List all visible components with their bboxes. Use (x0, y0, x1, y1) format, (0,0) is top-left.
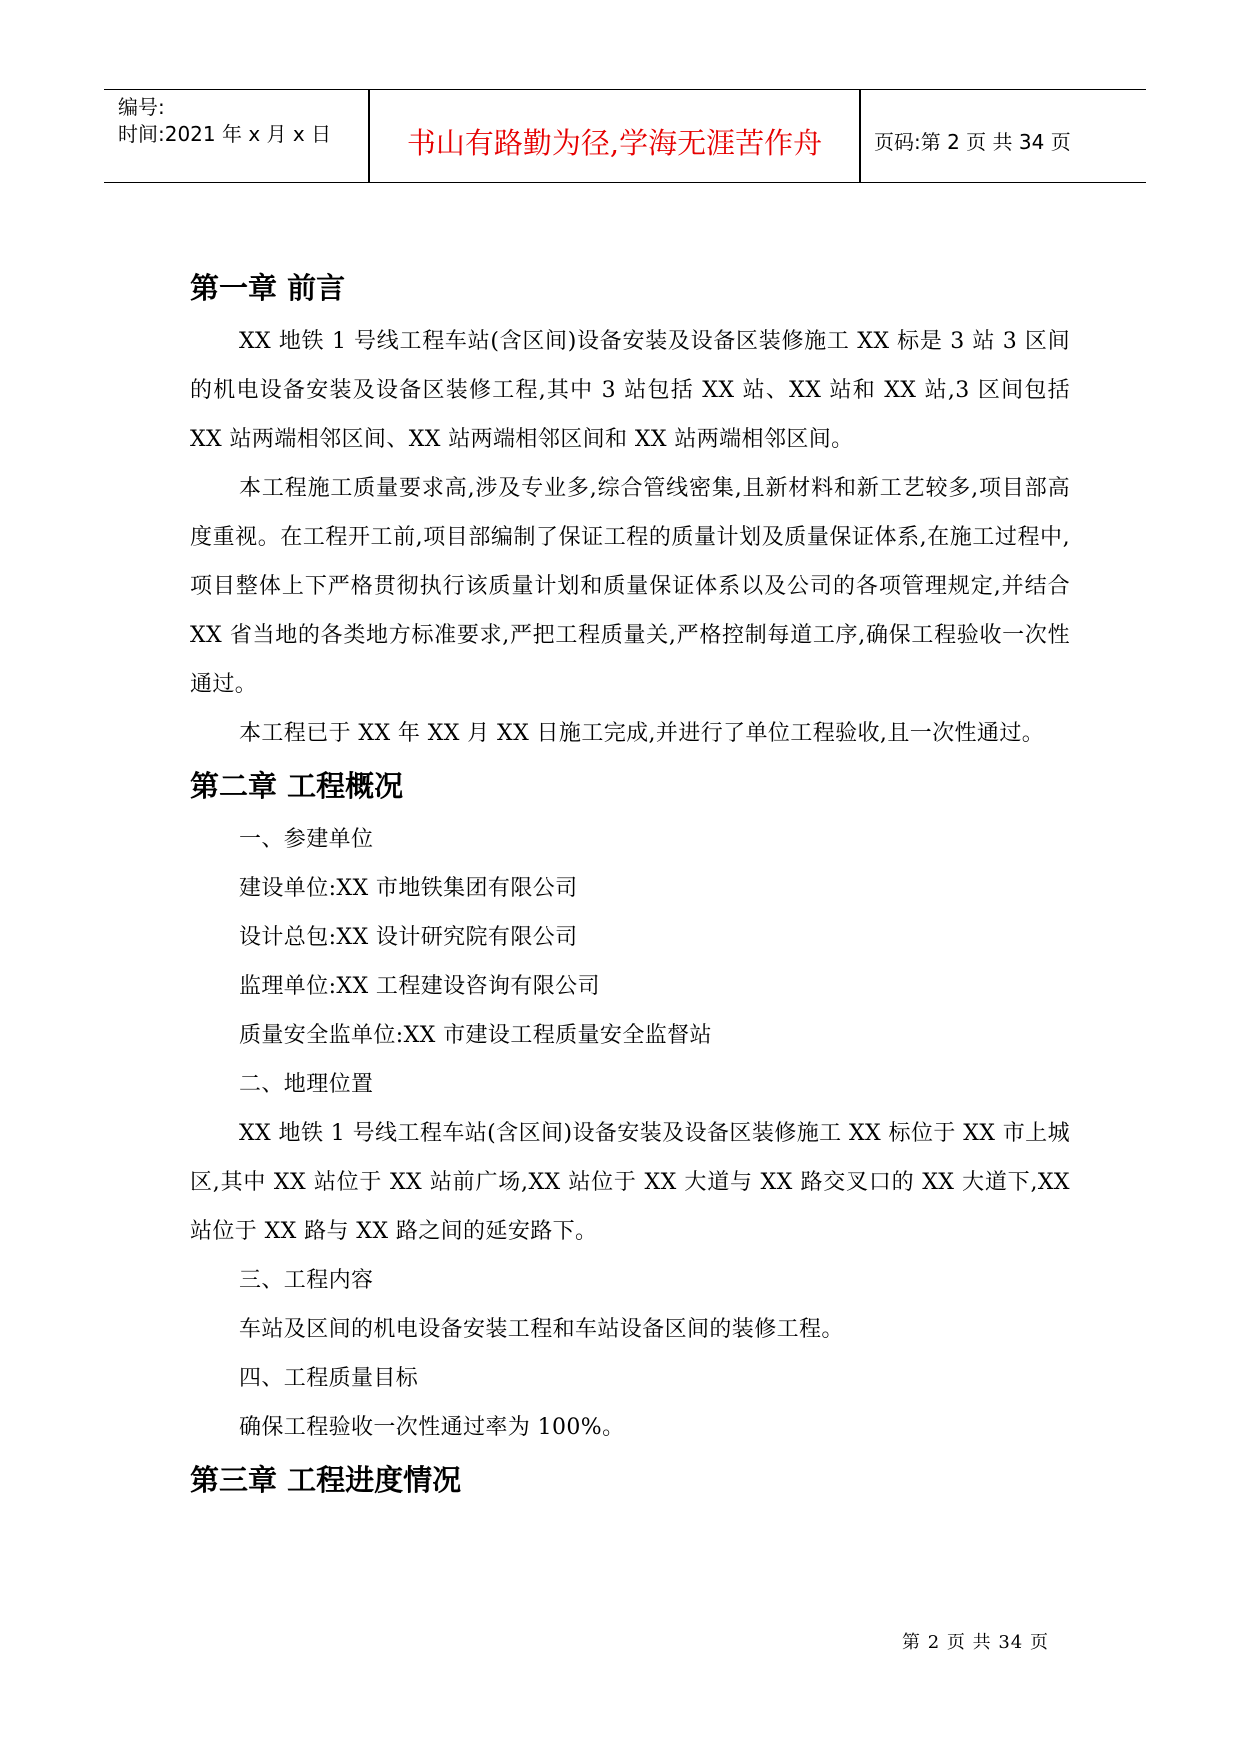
header-motto: 书山有路勤为径,学海无涯苦作舟 (406, 125, 823, 160)
section-3-heading: 三、工程内容 (239, 1268, 374, 1293)
chapter-2-title: 第二章 工程概况 (190, 769, 404, 803)
participant-design-contractor: 设计总包:XX 设计研究院有限公司 (239, 925, 578, 950)
chapter-1-paragraph-2: 本工程施工质量要求高,涉及专业多,综合管线密集,且新材料和新工艺较多,项目部高度重视。在工程开工前,项目部编制了保证工程的质量计划及质量保证体系,在施工过程中,项目整体上下严格贯彻执行该质量计划和质量保证体系以及公司的各项管理规定,并结合 XX 省当地的各类地方标准要求,严把工程质量关,严格控制每道工序,确保工程验收一次性通过。 (190, 476, 1070, 697)
section-3-text: 车站及区间的机电设备安装工程和车站设备区间的装修工程。 (239, 1317, 844, 1342)
section-4-text: 确保工程验收一次性通过率为 100%。 (239, 1415, 625, 1440)
page-footer-number: 第 2 页 共 34 页 (902, 1632, 1049, 1653)
participant-quality-safety-unit: 质量安全监单位:XX 市建设工程质量安全监督站 (239, 1023, 712, 1048)
header-meta (118, 94, 368, 148)
header-divider-right (859, 90, 861, 182)
chapter-3-title: 第三章 工程进度情况 (190, 1463, 462, 1497)
section-1-heading: 一、参建单位 (239, 827, 374, 852)
chapter-1-title: 第一章 前言 (190, 271, 346, 305)
participant-construction-unit: 建设单位:XX 市地铁集团有限公司 (239, 876, 578, 901)
document-time-label: 时间:2021 年 x 月 x 日 (118, 122, 332, 146)
chapter-1-paragraph-1: XX 地铁 1 号线工程车站(含区间)设备安装及设备区装修施工 XX 标是 3 站 3 区间的机电设备安装及设备区装修工程,其中 3 站包括 XX 站、XX 站和 XX 站,3 区间包括 XX 站两端相邻区间、XX 站两端相邻区间和 XX 站两端相邻区间。 (190, 329, 1070, 452)
section-2-text: XX 地铁 1 号线工程车站(含区间)设备安装及设备区装修施工 XX 标位于 XX 市上城区,其中 XX 站位于 XX 站前广场,XX 站位于 XX 大道与 XX 路交叉口的 XX 大道下,XX 站位于 XX 路与 XX 路之间的延安路下。 (190, 1121, 1070, 1244)
document-number-label: 编号: (118, 95, 165, 119)
document-body (190, 268, 1070, 1509)
page-header (104, 89, 1146, 183)
section-2-heading: 二、地理位置 (239, 1072, 374, 1097)
header-page-number: 页码:第 2 页 共 34 页 (874, 129, 1071, 154)
chapter-1-paragraph-3: 本工程已于 XX 年 XX 月 XX 日施工完成,并进行了单位工程验收,且一次性通过。 (239, 721, 1045, 746)
participant-supervision-unit: 监理单位:XX 工程建设咨询有限公司 (239, 974, 600, 999)
section-4-heading: 四、工程质量目标 (239, 1366, 419, 1391)
